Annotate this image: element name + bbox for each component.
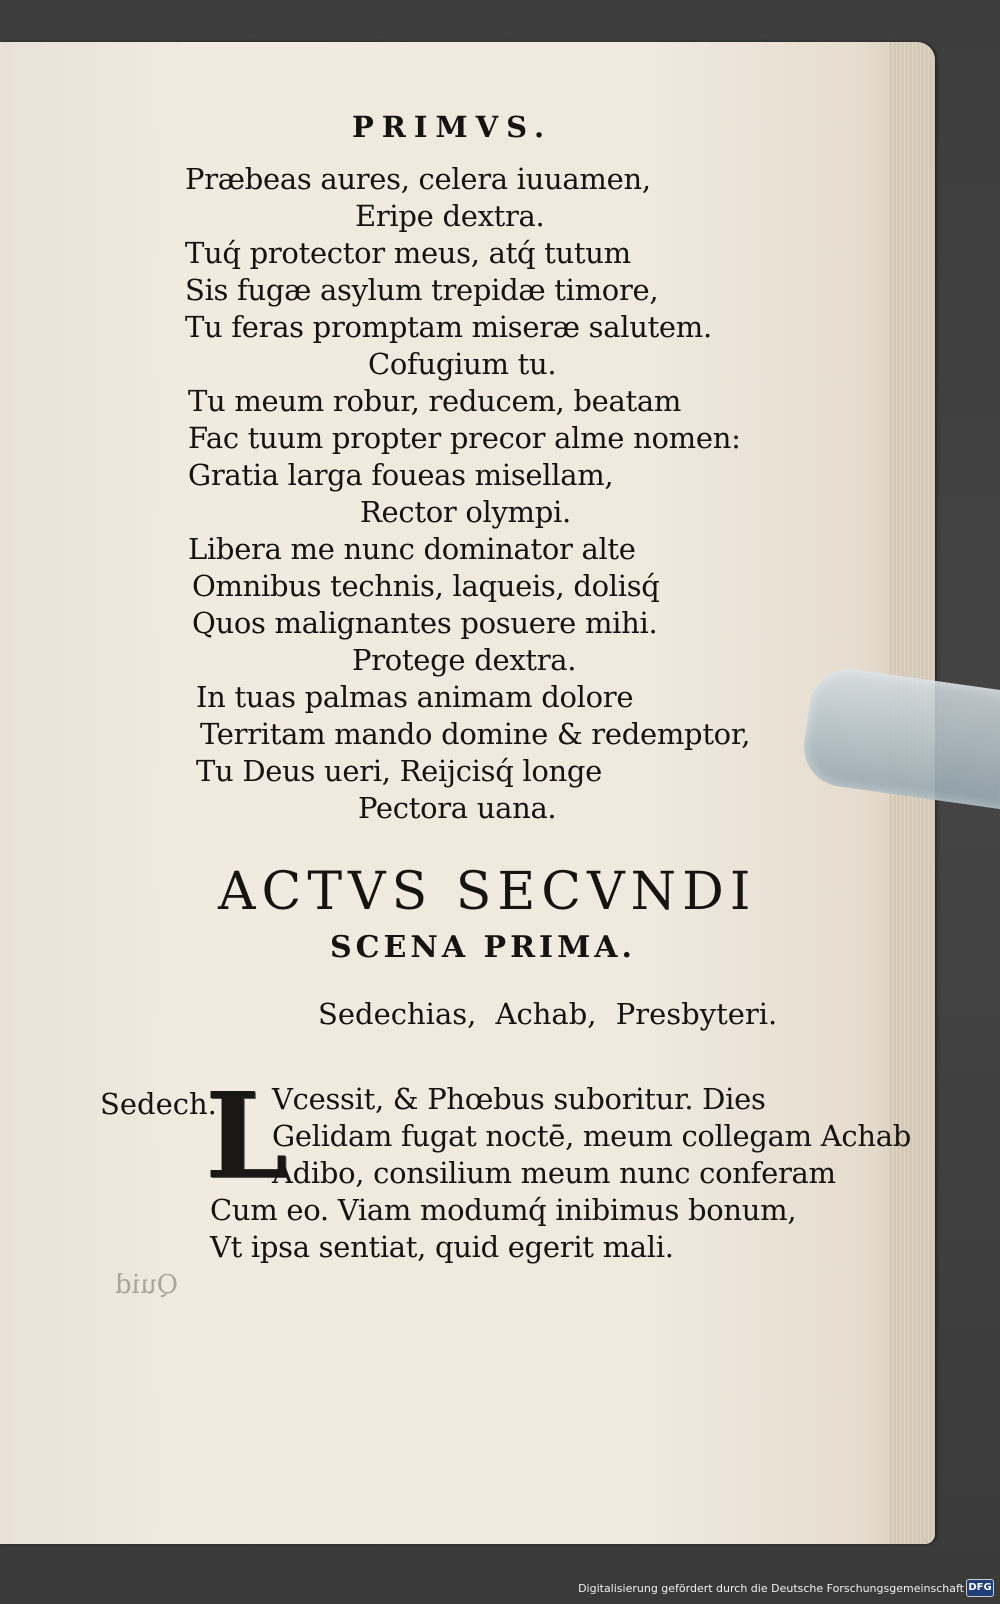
footer-bar [0, 1572, 1000, 1604]
speech-line: Gelidam fugat noctē, meum collegam Achab [272, 1119, 911, 1153]
verse-line: Territam mando domine & redemptor, [200, 717, 751, 751]
verse-line: Quos malignantes posuere mihi. [192, 606, 658, 640]
footer-credit: Digitalisierung gefördert durch die Deutsche Forschungsgemeinschaft [578, 1582, 964, 1595]
verse-line: Sis fugæ asylum trepidæ timore, [185, 273, 659, 307]
verse-line: Tu meum robur, reducem, beatam [188, 384, 682, 418]
verse-line: Gratia larga foueas misellam, [188, 458, 614, 492]
running-head: PRIMVS. [352, 110, 553, 144]
verse-line: Omnibus technis, laqueis, dolisq́ [192, 569, 660, 603]
verse-line: Libera me nunc dominator alte [188, 532, 636, 566]
drop-cap-initial: L [205, 1066, 288, 1205]
speech-line: Cum eo. Viam modumq́ inibimus bonum, [210, 1193, 797, 1227]
speaker-label: Sedech. [100, 1087, 217, 1121]
page-text [0, 42, 935, 1544]
verse-line: Fac tuum propter precor alme nomen: [188, 421, 741, 455]
verse-line: Præbeas aures, celera iuuamen, [185, 162, 651, 196]
verse-line: Rector olympi. [360, 495, 571, 529]
verse-line: Eripe dextra. [355, 199, 545, 233]
scene-title: SCENA PRIMA. [330, 930, 637, 965]
act-title: ACTVS SECVNDI [218, 862, 757, 922]
book-page [0, 42, 935, 1544]
verse-line: Protege dextra. [352, 643, 577, 677]
verse-line: Tu feras promptam miseræ salutem. [185, 310, 712, 344]
verse-line: In tuas palmas animam dolore [196, 680, 634, 714]
speech-line: Vt ipsa sentiat, quid egerit mali. [210, 1230, 674, 1264]
speech-line: Vcessit, & Phœbus suboritur. Dies [272, 1082, 766, 1116]
dfg-logo-icon: DFG [966, 1579, 994, 1597]
speech-line: Adibo, consilium meum nunc conferam [272, 1156, 836, 1190]
verse-line: Tuq́ protector meus, atq́ tutum [185, 236, 631, 270]
verse-line: Tu Deus ueri, Reijcisq́ longe [196, 754, 603, 788]
dramatis-personae: Sedechias, Achab, Presbyteri. [318, 997, 778, 1031]
verse-line: Pectora uana. [358, 791, 557, 825]
verse-line: Cofugium tu. [368, 347, 557, 381]
bleed-through-catchword: Quid [115, 1270, 179, 1300]
